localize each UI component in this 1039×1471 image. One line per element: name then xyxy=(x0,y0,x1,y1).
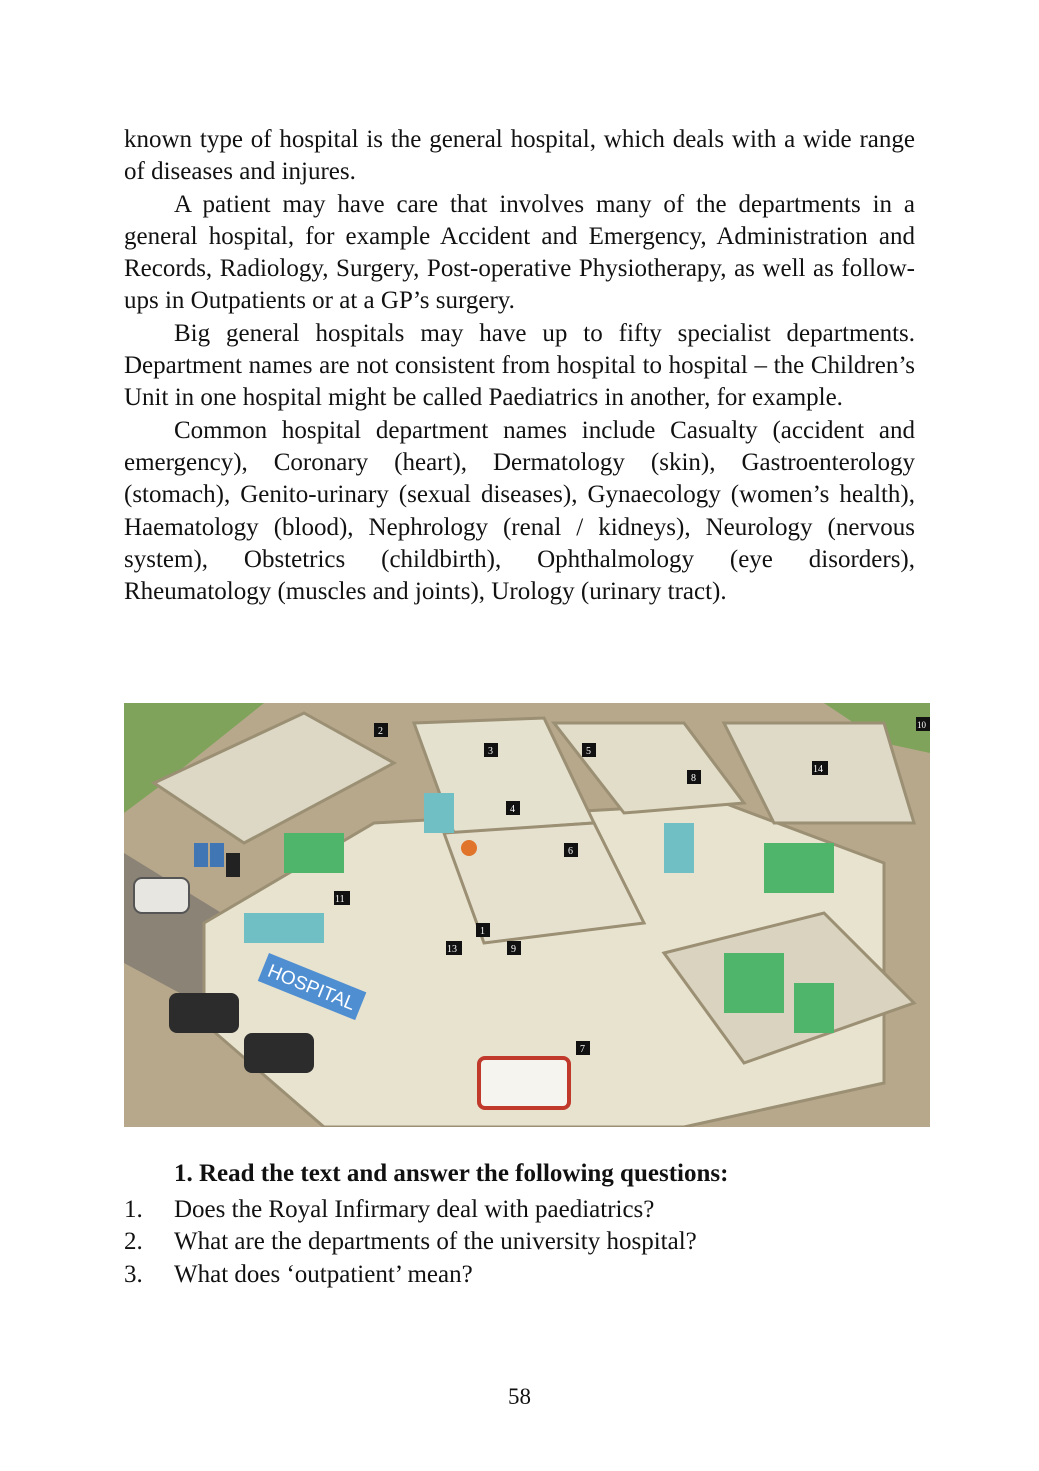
room-number-7: 7 xyxy=(580,1044,585,1055)
room-number-1: 1 xyxy=(480,926,485,937)
room-number-11: 11 xyxy=(335,894,345,905)
question-item xyxy=(124,1226,915,1258)
room-number-3: 3 xyxy=(488,746,493,757)
paragraph-1: known type of hospital is the general hospital, which deals with a wide range of diseases and injures. xyxy=(124,126,915,186)
question-number: 2. xyxy=(124,1228,143,1256)
paragraph-3: Big general hospitals may have up to fifty specialist departments. Department names are not consistent from hospital to hospital – the Children’s Unit in one hospital might be called Paediatrics in another, for example. xyxy=(124,319,915,412)
exercise-heading: 1. Read the text and answer the following questions: xyxy=(174,1160,729,1187)
question-list xyxy=(124,1194,915,1291)
hospital-illustration xyxy=(124,703,930,1127)
page-number: 58 xyxy=(508,1384,531,1409)
paragraph-2: A patient may have care that involves many of the departments in a general hospital, for example Accident and Emergency, Administration and Records, Radiology, Surgery, Post-operative Physiotherapy, as well as follow-ups in Outpatients or at a GP’s surgery. xyxy=(124,190,915,315)
room-number-14: 14 xyxy=(813,764,823,775)
question-number: 1. xyxy=(124,1196,143,1223)
room-number-8: 8 xyxy=(691,773,696,784)
question-text: What are the departments of the university hospital? xyxy=(174,1228,697,1256)
room-number-10: 10 xyxy=(917,720,926,730)
room-number-6: 6 xyxy=(568,846,573,857)
room-number-2: 2 xyxy=(378,726,383,737)
room-number-5: 5 xyxy=(586,746,591,757)
question-text: What does ‘outpatient’ mean? xyxy=(174,1260,473,1288)
hospital-floorplan-drawing xyxy=(124,703,930,1127)
room-number-9: 9 xyxy=(511,944,516,955)
question-text: Does the Royal Infirmary deal with paediatrics? xyxy=(174,1196,655,1223)
question-item xyxy=(124,1259,915,1291)
body-text xyxy=(124,124,915,608)
paragraph-4: Common hospital department names include Casualty (accident and emergency), Coronary (heart), Dermatology (skin), Gastroenterology (stomach), Genito-urinary (sexual diseases), Gynaecology (women’s health), Haematology (blood), Nephrology (renal / kidneys), Neurology (nervous system), Obstetrics (childbirth), Ophthalmology (eye disorders), Rheumatology (muscles and joints), Urology (urinary tract). xyxy=(124,416,915,606)
hospital-sign: HOSPITAL xyxy=(264,960,359,1015)
room-number-4: 4 xyxy=(510,804,515,815)
question-number: 3. xyxy=(124,1260,143,1288)
room-number-13: 13 xyxy=(447,944,457,955)
question-item xyxy=(124,1194,915,1226)
